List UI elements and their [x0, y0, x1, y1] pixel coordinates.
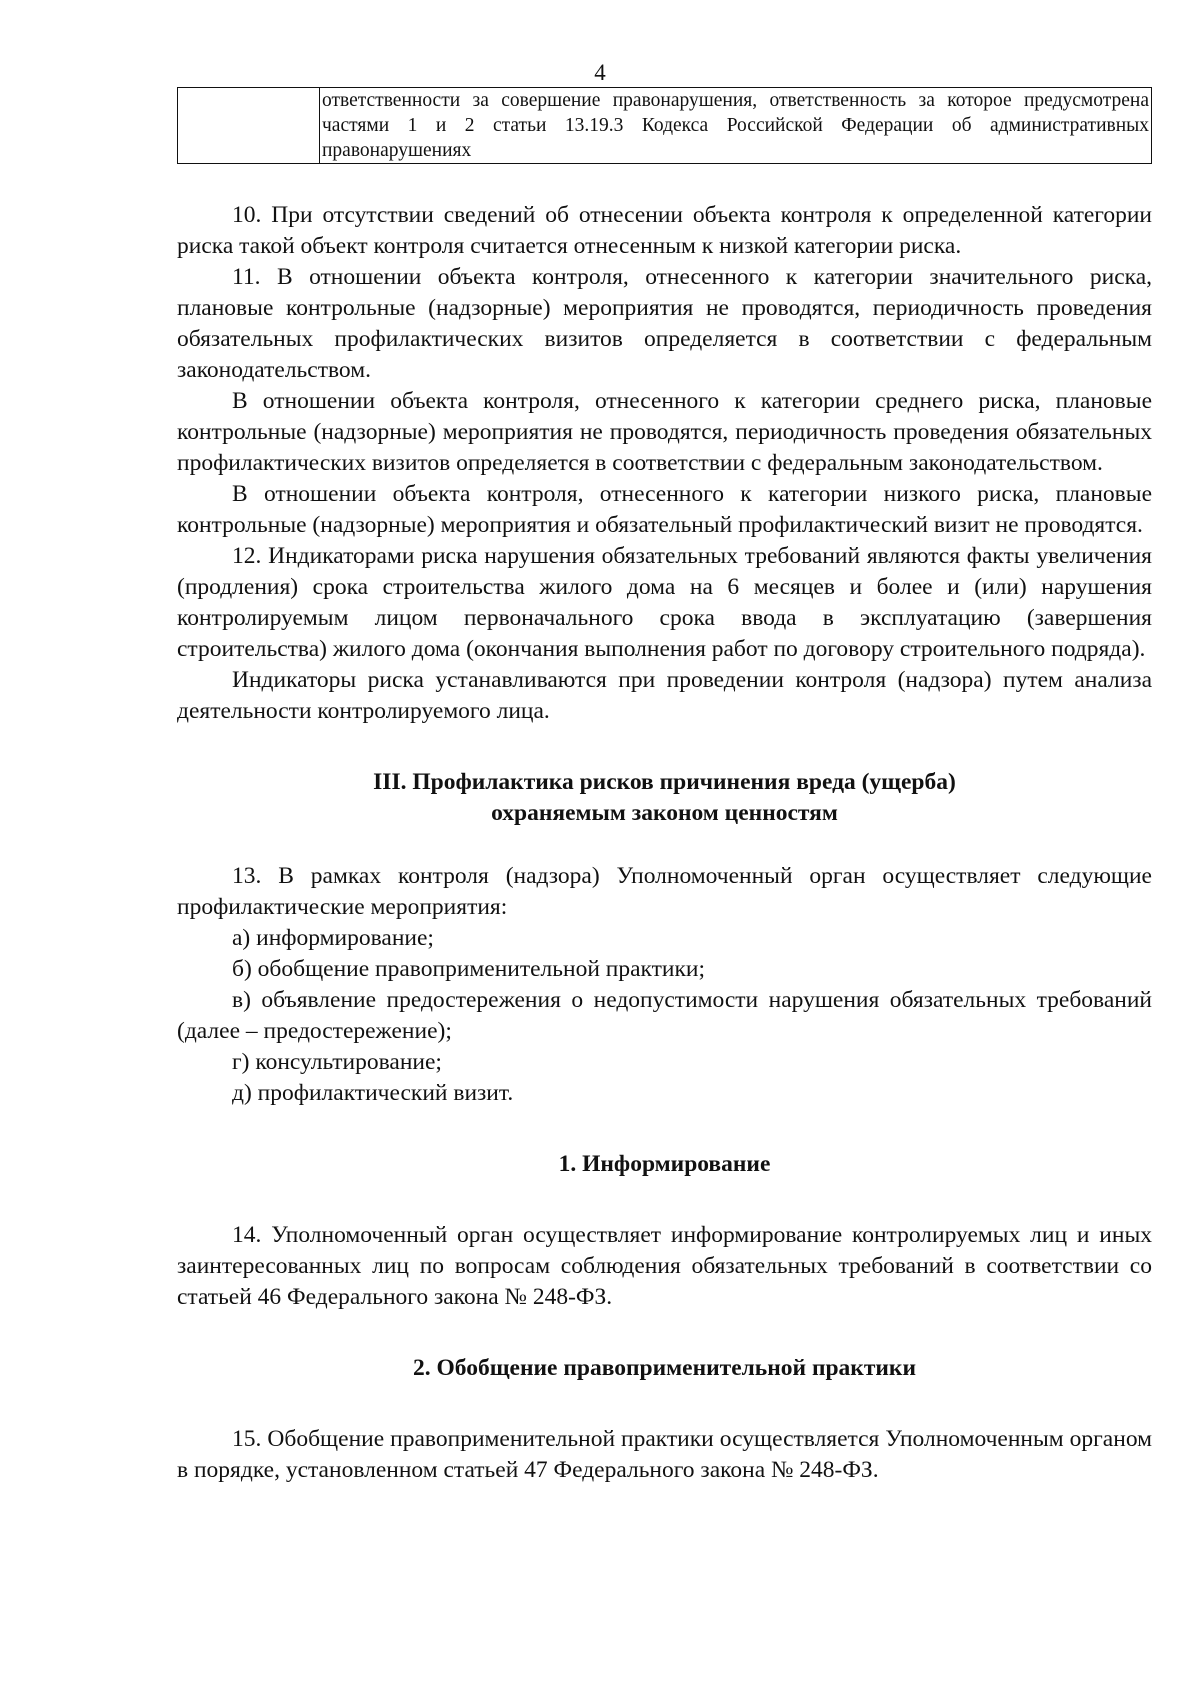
document-body: [177, 200, 1152, 1486]
list-item-e: д) профилактический визит.: [232, 1080, 514, 1106]
paragraph-12-indicators: Индикаторы риска устанавливаются при проведении контроля (надзора) путем анализа деятельности контролируемого лица.: [177, 667, 1152, 724]
paragraph-12: 12. Индикаторами риска нарушения обязательных требований являются факты увеличения (продления) срока строительства жилого дома на 6 месяцев и более и (или) нарушения контролируемым лицом первоначального срока ввода в эксплуатацию (завершения строительства) жилого дома (окончания выполнения работ по договору строительного подряда).: [177, 543, 1152, 662]
list-item-a: а) информирование;: [232, 925, 434, 951]
spacer: [177, 829, 1152, 861]
paragraph-15: 15. Обобщение правоприменительной практики осуществляется Уполномоченным органом в порядке, установленном статьей 47 Федерального закона № 248-ФЗ.: [177, 1426, 1152, 1483]
continued-table: [177, 87, 1152, 164]
table-cell-empty: [178, 88, 320, 164]
paragraph-13: 13. В рамках контроля (надзора) Уполномоченный орган осуществляет следующие профилактические мероприятия:: [177, 863, 1152, 920]
spacer: [177, 1313, 1152, 1353]
spacer: [177, 727, 1152, 767]
paragraph-10: 10. При отсутствии сведений об отнесении объекта контроля к определенной категории риска такой объект контроля считается отнесенным к низкой категории риска.: [177, 202, 1152, 259]
section-heading-line-2: охраняемым законом ценностям: [491, 800, 838, 826]
subsection-heading-informing: 1. Информирование: [558, 1151, 771, 1177]
list-item-c: в) объявление предостережения о недопустимости нарушения обязательных требований (далее – предостережение);: [177, 987, 1152, 1044]
list-item-b: б) обобщение правоприменительной практики;: [232, 956, 706, 982]
section-heading-line-1: III. Профилактика рисков причинения вреда (ущерба): [373, 769, 956, 795]
subsection-heading-practice: 2. Обобщение правоприменительной практики: [412, 1355, 917, 1381]
paragraph-11: 11. В отношении объекта контроля, отнесенного к категории значительного риска, плановые контрольные (надзорные) мероприятия не проводятся, периодичность проведения обязательных профилактических визитов определяется в соответствии с федеральным законодательством.: [177, 264, 1152, 383]
paragraph-11-low-risk: В отношении объекта контроля, отнесенного к категории низкого риска, плановые контрольные (надзорные) мероприятия и обязательный профилактический визит не проводятся.: [177, 481, 1152, 538]
table-row: [178, 88, 1152, 164]
paragraph-11-medium-risk: В отношении объекта контроля, отнесенного к категории среднего риска, плановые контрольные (надзорные) мероприятия не проводятся, периодичность проведения обязательных профилактических визитов определяется в соответствии с федеральным законодательством.: [177, 388, 1152, 476]
paragraph-14: 14. Уполномоченный орган осуществляет информирование контролируемых лиц и иных заинтересованных лиц по вопросам соблюдения обязательных требований в соответствии со статьей 46 Федерального закона № 248-ФЗ.: [177, 1222, 1152, 1310]
list-item-d: г) консультирование;: [232, 1049, 442, 1075]
page-number: 4: [594, 60, 606, 85]
table-cell-text: ответственности за совершение правонарушения, ответственность за которое предусмотрена частями 1 и 2 статьи 13.19.3 Кодекса Российской Федерации об административных правонарушениях: [320, 88, 1152, 164]
spacer: [177, 1180, 1152, 1220]
spacer: [177, 1384, 1152, 1424]
spacer: [177, 1109, 1152, 1149]
